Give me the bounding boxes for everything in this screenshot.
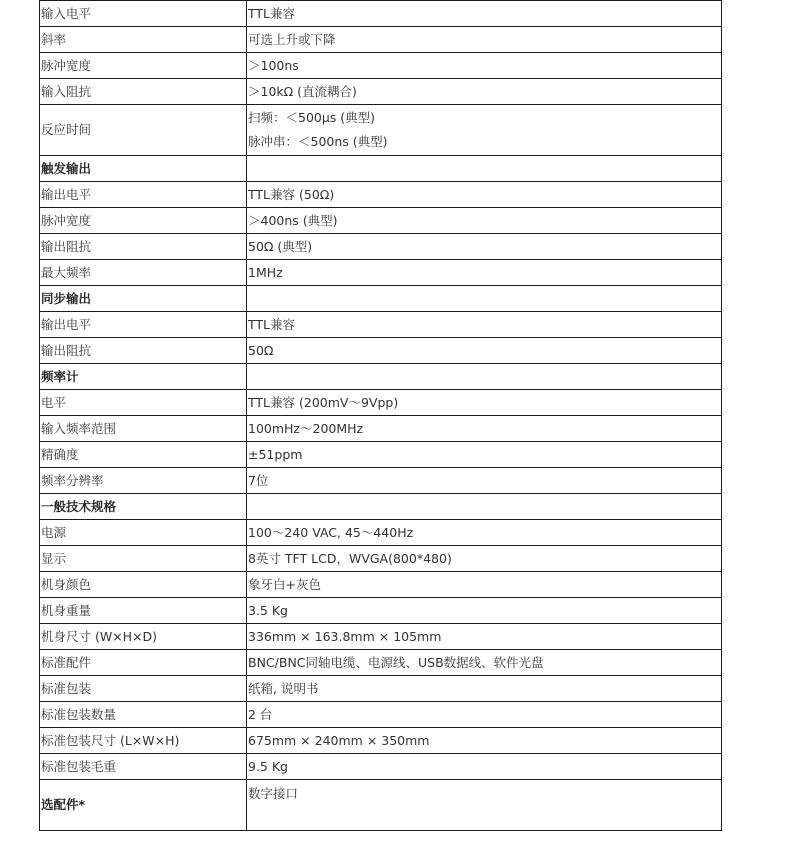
spec-value: 可选上升或下降 xyxy=(247,27,722,53)
spec-label: 输出阻抗 xyxy=(40,338,247,364)
spec-value: 675mm × 240mm × 350mm xyxy=(247,728,722,754)
spec-row xyxy=(40,182,722,208)
section-title: 触发输出 xyxy=(40,156,247,182)
spec-label: 斜率 xyxy=(40,27,247,53)
spec-value-line: 扫频：＜500μs (典型) xyxy=(248,110,376,125)
spec-label: 精确度 xyxy=(40,442,247,468)
spec-row xyxy=(40,728,722,754)
spec-value: 100～240 VAC, 45～440Hz xyxy=(247,520,722,546)
spec-label: 输出电平 xyxy=(40,182,247,208)
spec-row xyxy=(40,338,722,364)
spec-value: ＞100ns xyxy=(247,53,722,79)
spec-label: 显示 xyxy=(40,546,247,572)
spec-table-body xyxy=(40,1,722,831)
spec-value xyxy=(247,156,722,182)
spec-row xyxy=(40,416,722,442)
spec-row xyxy=(40,260,722,286)
spec-label: 频率分辨率 xyxy=(40,468,247,494)
spec-row xyxy=(40,1,722,27)
spec-value: 3.5 Kg xyxy=(247,598,722,624)
spec-value: 2 台 xyxy=(247,702,722,728)
spec-row xyxy=(40,598,722,624)
spec-label: 标准包装数量 xyxy=(40,702,247,728)
spec-label: 脉冲宽度 xyxy=(40,208,247,234)
section-header-row xyxy=(40,156,722,182)
spec-value xyxy=(247,105,722,156)
spec-label: 标准包装尺寸 (L×W×H) xyxy=(40,728,247,754)
spec-value: 7位 xyxy=(247,468,722,494)
spec-row xyxy=(40,676,722,702)
spec-value: 纸箱, 说明书 xyxy=(247,676,722,702)
spec-label: 标准包装毛重 xyxy=(40,754,247,780)
spec-label: 输入阻抗 xyxy=(40,79,247,105)
spec-label: 输入频率范围 xyxy=(40,416,247,442)
spec-row xyxy=(40,624,722,650)
spec-value: TTL兼容 xyxy=(247,1,722,27)
spec-value: BNC/BNC同轴电缆、电源线、USB数据线、软件光盘 xyxy=(247,650,722,676)
spec-row xyxy=(40,520,722,546)
section-title: 同步输出 xyxy=(40,286,247,312)
spec-row xyxy=(40,546,722,572)
spec-row xyxy=(40,468,722,494)
spec-value: TTL兼容 (200mV～9Vpp) xyxy=(247,390,722,416)
spec-value: 9.5 Kg xyxy=(247,754,722,780)
section-header-row xyxy=(40,286,722,312)
spec-row xyxy=(40,27,722,53)
section-header-row xyxy=(40,780,722,831)
spec-row xyxy=(40,390,722,416)
spec-row xyxy=(40,234,722,260)
spec-row xyxy=(40,572,722,598)
spec-value: 8英寸 TFT LCD，WVGA(800*480) xyxy=(247,546,722,572)
spec-row xyxy=(40,53,722,79)
spec-value: ±51ppm xyxy=(247,442,722,468)
section-title: 频率计 xyxy=(40,364,247,390)
spec-value xyxy=(247,364,722,390)
spec-label: 电平 xyxy=(40,390,247,416)
spec-value: 50Ω xyxy=(247,338,722,364)
spec-value: 象牙白+灰色 xyxy=(247,572,722,598)
spec-value: ＞400ns (典型) xyxy=(247,208,722,234)
spec-label: 标准包装 xyxy=(40,676,247,702)
section-title: 一般技术规格 xyxy=(40,494,247,520)
spec-row xyxy=(40,79,722,105)
spec-row xyxy=(40,208,722,234)
spec-value: 336mm × 163.8mm × 105mm xyxy=(247,624,722,650)
spec-label: 标准配件 xyxy=(40,650,247,676)
spec-row xyxy=(40,105,722,156)
spec-label: 机身颜色 xyxy=(40,572,247,598)
spec-label: 脉冲宽度 xyxy=(40,53,247,79)
spec-value: 数字接口 xyxy=(247,780,722,831)
spec-value: 1MHz xyxy=(247,260,722,286)
spec-label: 输入电平 xyxy=(40,1,247,27)
spec-value: TTL兼容 (50Ω) xyxy=(247,182,722,208)
spec-row xyxy=(40,650,722,676)
section-title: 选配件* xyxy=(40,780,247,831)
spec-label: 机身重量 xyxy=(40,598,247,624)
spec-row xyxy=(40,702,722,728)
spec-table xyxy=(39,0,722,831)
spec-label: 反应时间 xyxy=(40,105,247,156)
spec-label: 电源 xyxy=(40,520,247,546)
spec-label: 机身尺寸 (W×H×D) xyxy=(40,624,247,650)
spec-value-line: 脉冲串：＜500ns (典型) xyxy=(248,134,388,149)
spec-row xyxy=(40,754,722,780)
spec-value: TTL兼容 xyxy=(247,312,722,338)
spec-value xyxy=(247,494,722,520)
spec-row xyxy=(40,312,722,338)
spec-value: 100mHz～200MHz xyxy=(247,416,722,442)
spec-label: 最大频率 xyxy=(40,260,247,286)
spec-value: ＞10kΩ (直流耦合) xyxy=(247,79,722,105)
section-header-row xyxy=(40,364,722,390)
section-header-row xyxy=(40,494,722,520)
spec-label: 输出阻抗 xyxy=(40,234,247,260)
spec-value: 50Ω (典型) xyxy=(247,234,722,260)
spec-value xyxy=(247,286,722,312)
spec-row xyxy=(40,442,722,468)
spec-label: 输出电平 xyxy=(40,312,247,338)
